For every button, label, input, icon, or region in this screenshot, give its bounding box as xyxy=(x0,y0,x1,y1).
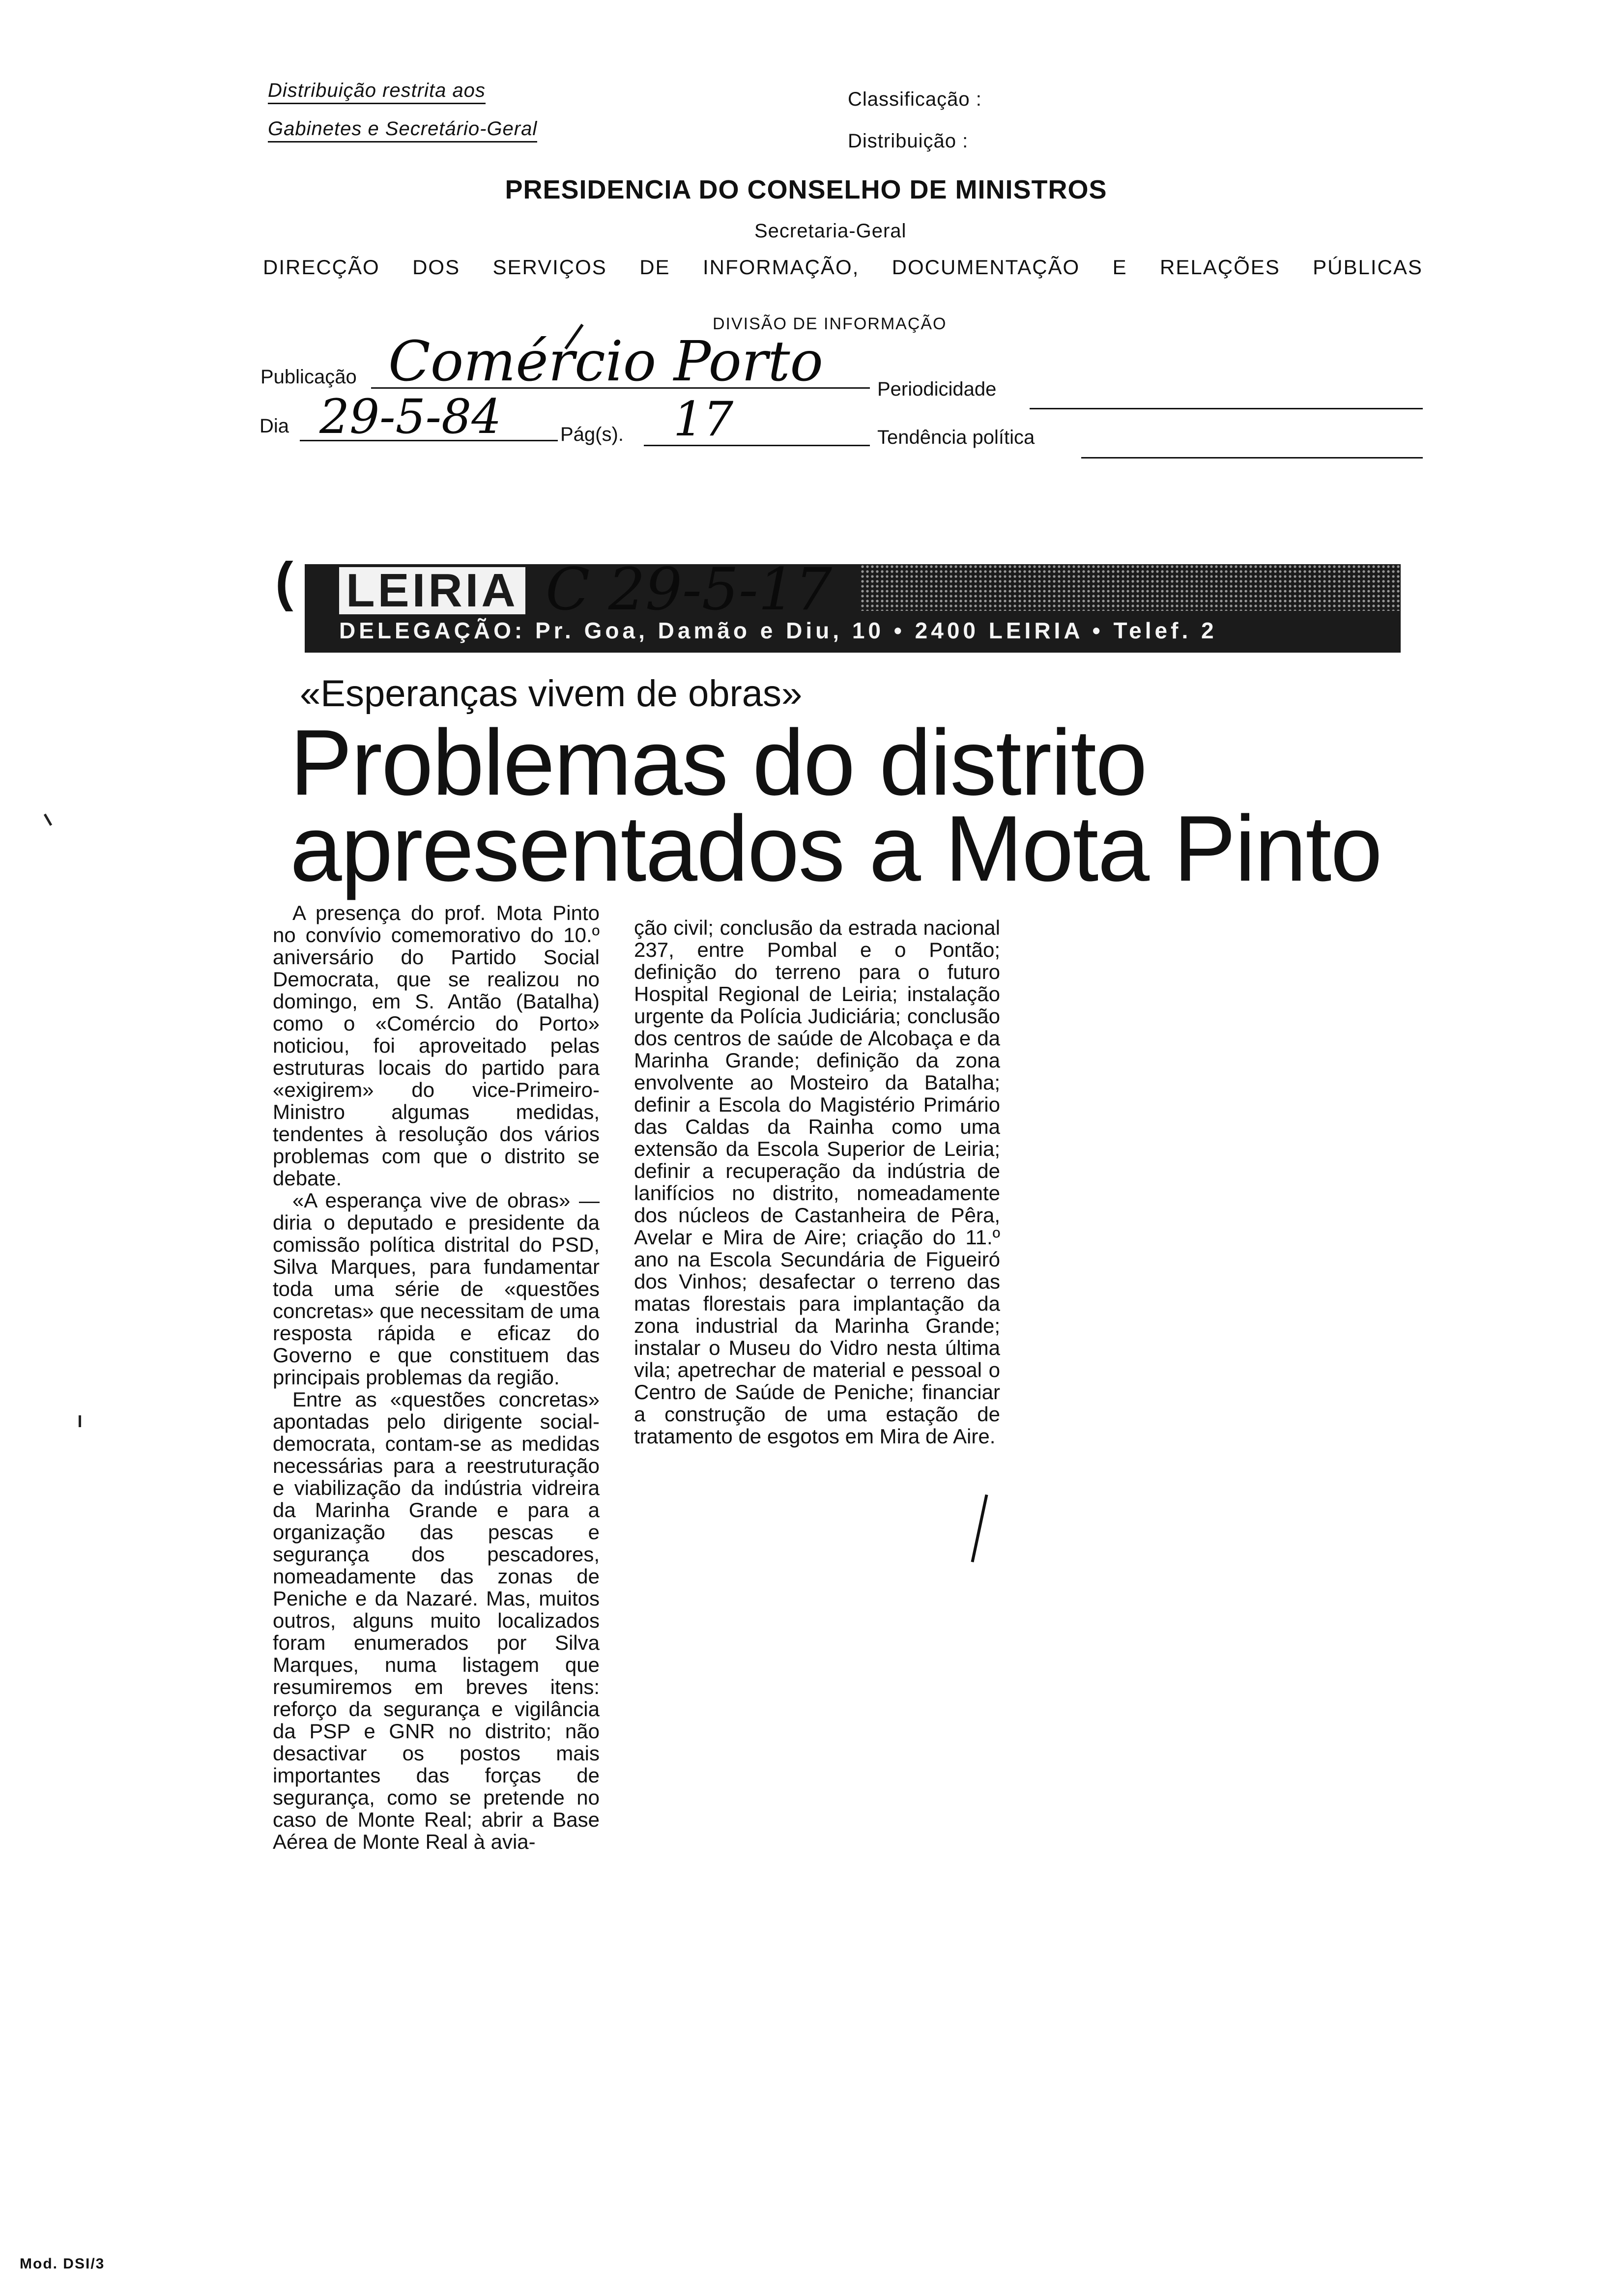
pags-handwritten: 17 xyxy=(673,392,734,447)
direccao-word: RELAÇÕES xyxy=(1160,256,1280,279)
classificacao-label: Classificação : xyxy=(848,88,982,110)
dia-label: Dia xyxy=(259,415,289,437)
publicacao-label: Publicação xyxy=(260,366,357,388)
article-paragraph: Entre as «questões concretas» apontadas pelo dirigente social-democrata, contam-se as medidas necessárias para a reestruturação e viabilização da indústria vidreira da Marinha Grande e para a organização das pescas e segurança dos pescadores, nomeadamente das zonas de Peniche e da Nazaré. Mas, muitos outros, alguns muito localizados foram enumerados por Silva Marques, numa listagem que resumiremos em breves itens: reforço da segurança e vigilância da PSP e GNR no distrito; não desactivar os postos mais importantes das forças de segurança, como se pretende no caso de Monte Real; abrir a Base Aérea de Monte Real à avia- xyxy=(273,1388,600,1853)
headline-line-1: Problemas do distrito xyxy=(290,711,1147,815)
article-kicker: «Esperanças vivem de obras» xyxy=(300,673,803,715)
article-column-1 xyxy=(273,902,600,1853)
scan-speck xyxy=(79,1415,81,1427)
issuing-body: PRESIDENCIA DO CONSELHO DE MINISTROS xyxy=(505,175,1107,204)
article-paragraph: «A esperança vive de obras» — diria o deputado e presidente da comissão política distrital do PSD, Silva Marques, para fundamentar toda uma série de «questões concretas» que necessitam de uma resposta rápida e eficaz do Governo e que constituem das principais problemas da região. xyxy=(273,1189,600,1389)
periodicidade-field-line xyxy=(1030,408,1423,409)
periodicidade-label: Periodicidade xyxy=(877,378,997,400)
direccao-word: DE xyxy=(639,256,670,279)
clip-bracket-mark: ( xyxy=(275,551,293,612)
banner-halftone xyxy=(860,564,1401,611)
direccao-word: DOCUMENTAÇÃO xyxy=(892,256,1080,279)
section-banner xyxy=(305,564,1401,653)
article-column-2 xyxy=(634,917,1000,1447)
scan-speck xyxy=(44,813,52,826)
direccao-word: E xyxy=(1112,256,1127,279)
publicacao-handwritten: Comércio Porto xyxy=(388,330,823,394)
restriction-note-line1: Distribuição restrita aos xyxy=(268,80,486,104)
direccao-word: PÚBLICAS xyxy=(1313,256,1423,279)
form-code: Mod. DSI/3 xyxy=(20,2256,105,2272)
restriction-note-line2: Gabinetes e Secretário-Geral xyxy=(268,118,537,143)
end-of-article-pen-mark xyxy=(971,1494,988,1562)
delegacao-address: DELEGAÇÃO: Pr. Goa, Damão e Diu, 10 • 2400 LEIRIA • Telef. 2 xyxy=(339,618,1217,643)
dia-handwritten: 29-5-84 xyxy=(319,389,502,444)
secretaria-geral: Secretaria-Geral xyxy=(754,220,907,242)
pags-label: Pág(s). xyxy=(560,424,624,445)
divisao-label: DIVISÃO DE INFORMAÇÃO xyxy=(713,315,947,333)
handwritten-clip-mark: C 29-5-17 xyxy=(546,555,832,623)
article-headline xyxy=(290,711,1382,901)
section-title: LEIRIA xyxy=(339,567,525,614)
direccao-word: SERVIÇOS xyxy=(492,256,607,279)
direccao-word: DOS xyxy=(412,256,461,279)
distribuicao-label: Distribuição : xyxy=(848,130,969,152)
tendencia-label: Tendência política xyxy=(877,427,1035,448)
headline-line-2: apresentados a Mota Pinto xyxy=(290,797,1382,901)
tendencia-field-line xyxy=(1081,457,1423,459)
direccao-word: DIRECÇÃO xyxy=(263,256,380,279)
direccao-word: INFORMAÇÃO, xyxy=(702,256,860,279)
article-paragraph: ção civil; conclusão da estrada nacional 237, entre Pombal e o Pontão; definição do terreno para o futuro Hospital Regional de Leiria; instalação urgente da Polícia Judiciária; conclusão dos centros de saúde de Alcobaça e da Marinha Grande; definição da zona envolvente ao Mosteiro da Batalha; definir a Escola do Magistério Primário das Caldas da Rainha como uma extensão da Escola Superior de Leiria; definir a recuperação da indústria de lanifícios no distrito, nomeadamente dos núcleos de Castanheira de Pêra, Avelar e Mira de Aire; criação do 11.º ano na Escola Secundária de Figueiró dos Vinhos; desafectar o terreno das matas florestais para implantação da zona industrial da Marinha Grande; instalar o Museu do Vidro nesta última vila; apetrechar de material e pessoal o Centro de Saúde de Peniche; financiar a construção de uma estação de tratamento de esgotos em Mira de Aire. xyxy=(634,916,1000,1448)
direccao-line xyxy=(263,256,1423,279)
article-paragraph: A presença do prof. Mota Pinto no convívio comemorativo do 10.º aniversário do Partido Social Democrata, que se realizou no domingo, em S. Antão (Batalha) como o «Comércio do Porto» noticiou, foi aproveitado pelas estruturas locais do partido para «exigirem» do vice-Primeiro-Ministro algumas medidas, tendentes à resolução dos vários problemas com que o distrito se debate. xyxy=(273,901,600,1190)
